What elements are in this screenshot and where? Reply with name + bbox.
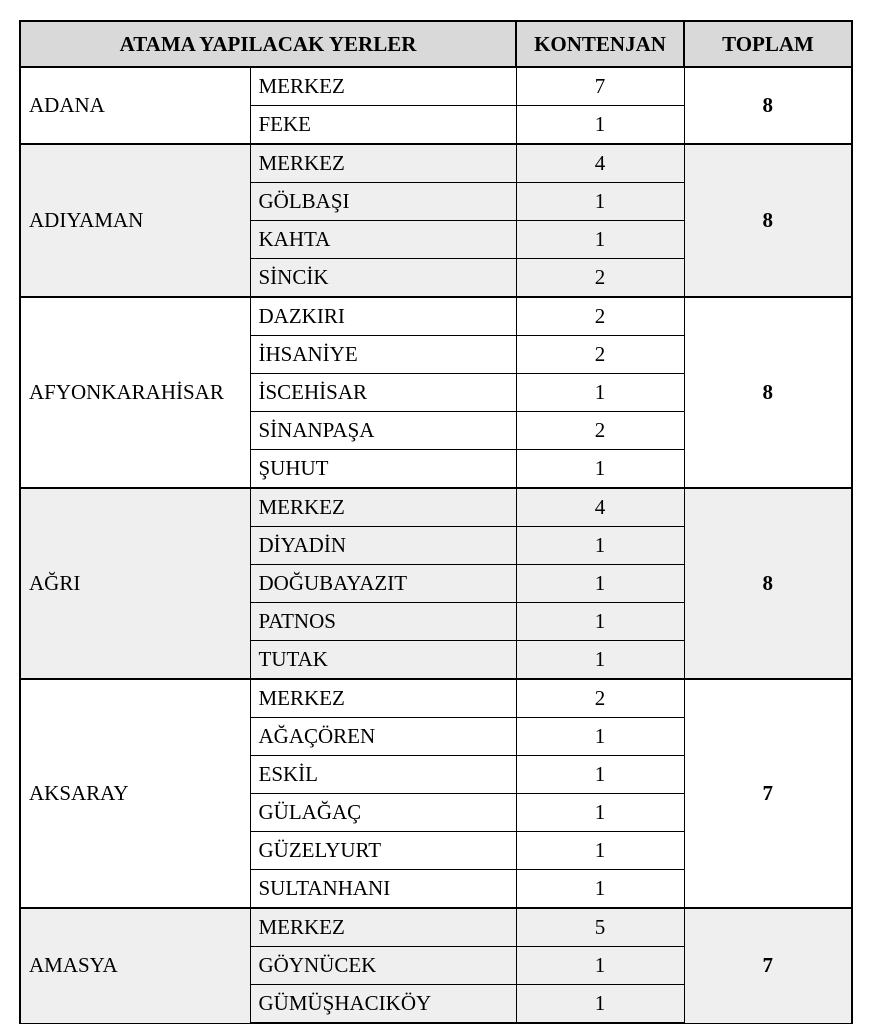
district-name: SİNANPAŞA	[250, 412, 516, 450]
quota-value: 1	[516, 221, 684, 259]
assignment-table	[19, 20, 853, 1024]
province-name: AFYONKARAHİSAR	[20, 297, 250, 488]
district-name: MERKEZ	[250, 67, 516, 106]
header-quota: KONTENJAN	[516, 21, 684, 67]
quota-value: 1	[516, 756, 684, 794]
district-name: MERKEZ	[250, 144, 516, 183]
table-row	[20, 144, 852, 183]
quota-value: 2	[516, 336, 684, 374]
province-name: AMASYA	[20, 908, 250, 1023]
district-name: DAZKIRI	[250, 297, 516, 336]
district-name: GÖYNÜCEK	[250, 947, 516, 985]
quota-value: 1	[516, 527, 684, 565]
header-total: TOPLAM	[684, 21, 852, 67]
province-group	[20, 144, 852, 297]
district-name: MERKEZ	[250, 488, 516, 527]
province-group	[20, 297, 852, 488]
district-name: GÖLBAŞI	[250, 183, 516, 221]
province-name: AKSARAY	[20, 679, 250, 908]
quota-value: 4	[516, 488, 684, 527]
quota-value: 1	[516, 718, 684, 756]
header-row	[20, 21, 852, 67]
province-name: AĞRI	[20, 488, 250, 679]
quota-value: 1	[516, 641, 684, 680]
quota-value: 4	[516, 144, 684, 183]
province-total: 8	[684, 144, 852, 297]
quota-value: 1	[516, 183, 684, 221]
district-name: İHSANİYE	[250, 336, 516, 374]
district-name: FEKE	[250, 106, 516, 145]
district-name: GÜMÜŞHACIKÖY	[250, 985, 516, 1024]
province-total: 8	[684, 488, 852, 679]
quota-value: 1	[516, 947, 684, 985]
quota-value: 1	[516, 794, 684, 832]
table-row	[20, 908, 852, 947]
quota-value: 2	[516, 679, 684, 718]
table-row	[20, 297, 852, 336]
district-name: TUTAK	[250, 641, 516, 680]
table-row	[20, 67, 852, 106]
quota-value: 1	[516, 870, 684, 909]
quota-value: 1	[516, 565, 684, 603]
district-name: PATNOS	[250, 603, 516, 641]
header-places: ATAMA YAPILACAK YERLER	[20, 21, 516, 67]
district-name: İSCEHİSAR	[250, 374, 516, 412]
district-name: ESKİL	[250, 756, 516, 794]
province-total: 8	[684, 67, 852, 144]
district-name: ŞUHUT	[250, 450, 516, 489]
district-name: AĞAÇÖREN	[250, 718, 516, 756]
table-row	[20, 679, 852, 718]
province-group	[20, 488, 852, 679]
district-name: DİYADİN	[250, 527, 516, 565]
table-row	[20, 488, 852, 527]
province-total: 7	[684, 679, 852, 908]
province-name: ADANA	[20, 67, 250, 144]
province-group	[20, 679, 852, 908]
district-name: SİNCİK	[250, 259, 516, 298]
quota-value: 1	[516, 603, 684, 641]
province-name: ADIYAMAN	[20, 144, 250, 297]
quota-value: 1	[516, 374, 684, 412]
quota-value: 2	[516, 412, 684, 450]
district-name: KAHTA	[250, 221, 516, 259]
quota-value: 1	[516, 106, 684, 145]
quota-value: 1	[516, 832, 684, 870]
quota-value: 5	[516, 908, 684, 947]
district-name: SULTANHANI	[250, 870, 516, 909]
quota-value: 2	[516, 297, 684, 336]
quota-value: 7	[516, 67, 684, 106]
quota-value: 1	[516, 450, 684, 489]
province-group	[20, 908, 852, 1023]
district-name: GÜZELYURT	[250, 832, 516, 870]
province-total: 8	[684, 297, 852, 488]
province-group	[20, 67, 852, 144]
province-total: 7	[684, 908, 852, 1023]
quota-value: 1	[516, 985, 684, 1024]
district-name: MERKEZ	[250, 908, 516, 947]
district-name: MERKEZ	[250, 679, 516, 718]
district-name: DOĞUBAYAZIT	[250, 565, 516, 603]
quota-value: 2	[516, 259, 684, 298]
district-name: GÜLAĞAÇ	[250, 794, 516, 832]
